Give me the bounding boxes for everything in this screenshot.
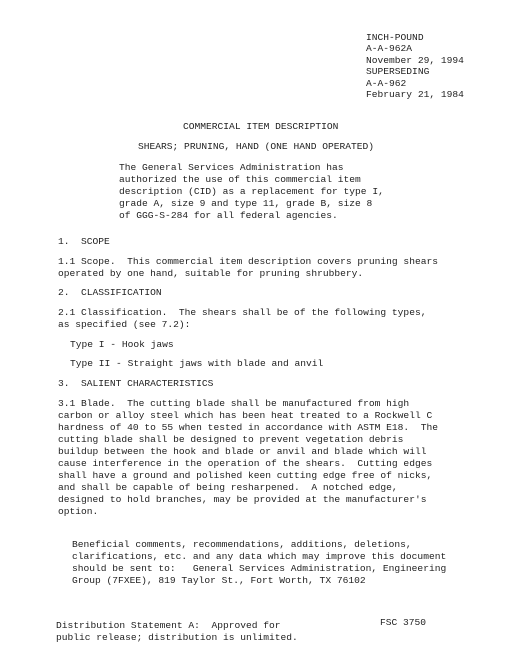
salient-line: designed to hold branches, may be provided at the manufacturer's: [58, 494, 427, 505]
scope-line: 1.1 Scope. This commercial item description covers pruning shears: [58, 256, 438, 267]
beneficial-line: should be sent to: General Services Administration, Engineering: [72, 563, 447, 574]
salient-line: 3.1 Blade. The cutting blade shall be manufactured from high: [58, 398, 410, 409]
intro-line: grade A, size 9 and type 11, grade B, size 8: [119, 198, 373, 209]
document-subtitle: SHEARS; PRUNING, HAND (ONE HAND OPERATED): [138, 141, 375, 152]
salient-line: hardness of 40 to 55 when tested in accordance with ASTM E18. The: [58, 422, 438, 433]
salient-line: shall have a ground and polished keen cutting edge free of nicks,: [58, 470, 433, 481]
intro-line: description (CID) as a replacement for type I,: [119, 186, 384, 197]
intro-line: of GGG-S-284 for all federal agencies.: [119, 210, 338, 221]
classification-line: 2.1 Classification. The shears shall be of the following types,: [58, 307, 427, 318]
salient-line: cause interference in the operation of the shears. Cutting edges: [58, 458, 433, 469]
type-item: Type II - Straight jaws with blade and anvil: [70, 358, 324, 369]
header-inch-pound: INCH-POUND: [366, 32, 424, 43]
type-item: Type I - Hook jaws: [70, 339, 174, 350]
fsc-code: FSC 3750: [380, 617, 427, 628]
document-header: [366, 32, 464, 100]
salient-line: carbon or alloy steel which has been heat treated to a Rockwell C: [58, 410, 433, 421]
header-date: November 29, 1994: [366, 54, 464, 66]
header-superseded-date: February 21, 1984: [366, 89, 464, 101]
intro-line: The General Services Administration has: [119, 162, 344, 173]
document-title: COMMERCIAL ITEM DESCRIPTION: [183, 121, 339, 132]
salient-heading: 3. SALIENT CHARACTERISTICS: [58, 378, 214, 389]
header-superseding: SUPERSEDING: [366, 66, 430, 78]
salient-line: cutting blade shall be designed to prevent vegetation debris: [58, 434, 404, 445]
scope-line: operated by one hand, suitable for pruning shrubbery.: [58, 268, 364, 279]
header-doc-number: A-A-962A: [366, 43, 413, 55]
classification-line: as specified (see 7.2):: [58, 319, 191, 330]
beneficial-line: Beneficial comments, recommendations, additions, deletions,: [72, 539, 412, 550]
salient-line: and shall be capable of being resharpened. A notched edge,: [58, 482, 398, 493]
scope-heading: 1. SCOPE: [58, 236, 110, 247]
distribution-line: Distribution Statement A: Approved for: [56, 620, 281, 631]
intro-line: authorized the use of this commercial item: [119, 174, 361, 185]
header-superseded-number: A-A-962: [366, 77, 407, 89]
beneficial-line: clarifications, etc. and any data which may improve this document: [72, 551, 447, 562]
salient-line: option.: [58, 506, 99, 517]
beneficial-line: Group (7FXEE), 819 Taylor St., Fort Worth, TX 76102: [72, 575, 366, 586]
salient-line: buildup between the hook and blade or anvil and blade which will: [58, 446, 427, 457]
classification-heading: 2. CLASSIFICATION: [58, 287, 162, 298]
distribution-line: public release; distribution is unlimited.: [56, 632, 298, 643]
